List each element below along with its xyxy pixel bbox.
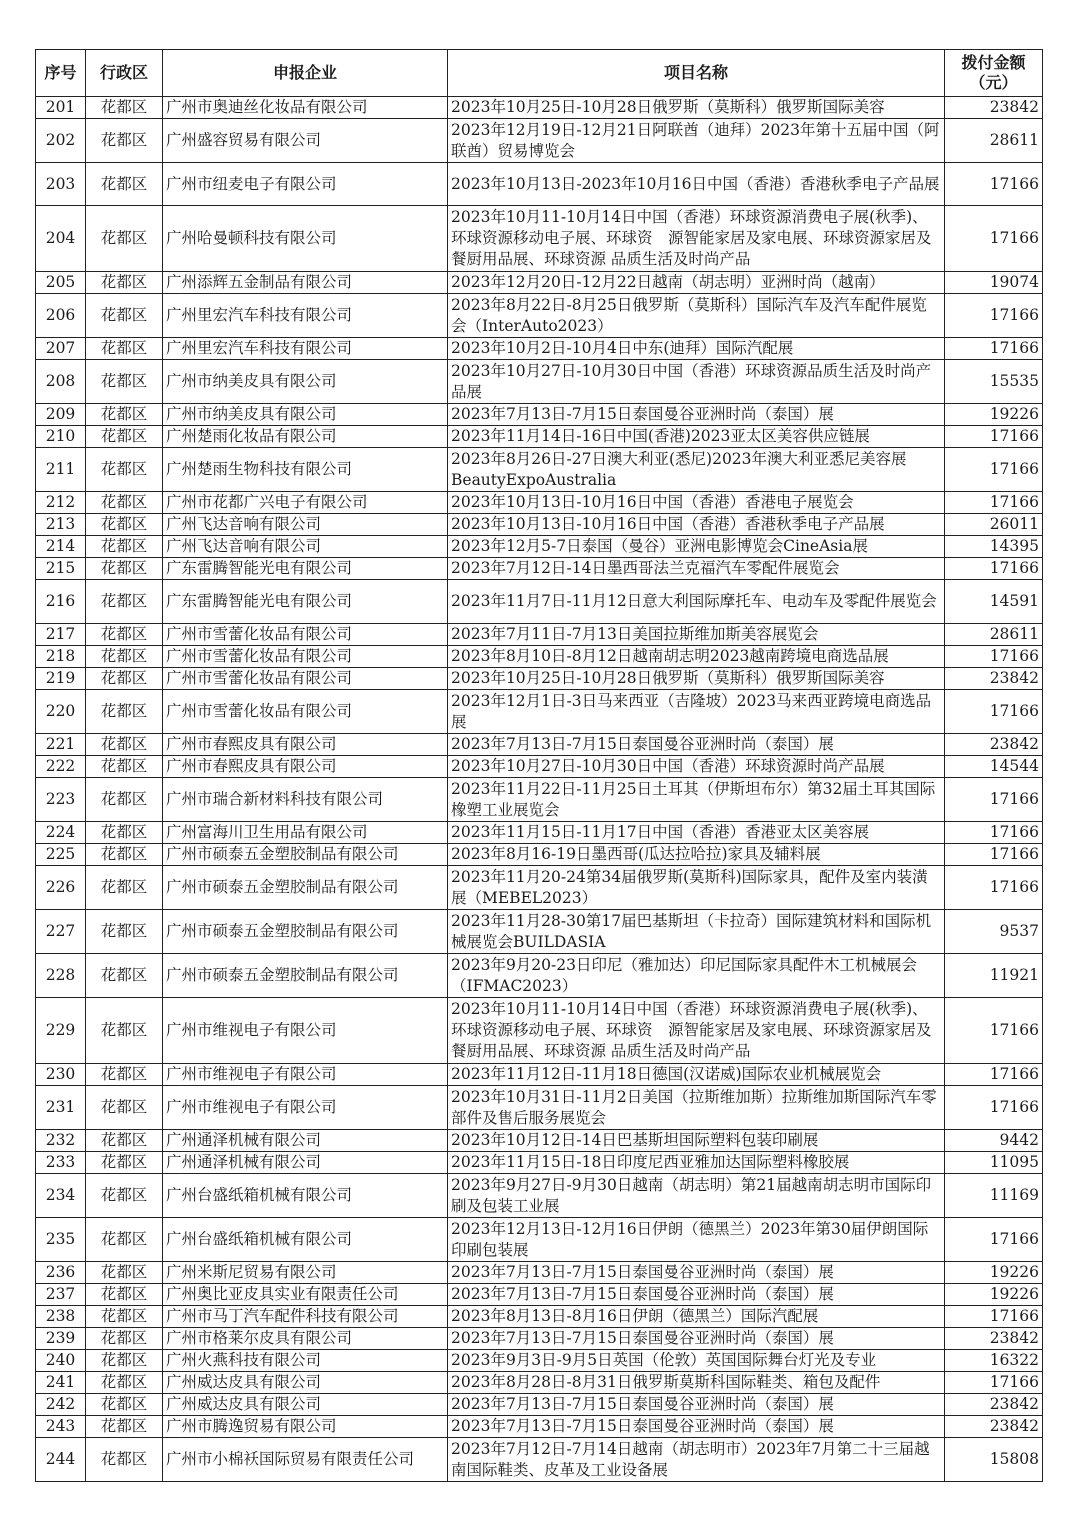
table-row (36, 206, 1043, 272)
row-amount-cell: 26011 (945, 514, 1043, 536)
row-amount-cell: 17166 (945, 426, 1043, 448)
row-no-cell: 223 (36, 778, 86, 822)
row-no-cell: 212 (36, 492, 86, 514)
table-row (36, 866, 1043, 910)
row-amount-cell: 17166 (945, 492, 1043, 514)
row-company-cell: 广州市硕泰五金塑胶制品有限公司 (163, 910, 448, 954)
row-district-cell: 花都区 (86, 536, 163, 558)
row-amount-cell: 19226 (945, 1262, 1043, 1284)
row-company-cell: 广州威达皮具有限公司 (163, 1372, 448, 1394)
row-no-cell: 215 (36, 558, 86, 580)
row-company-cell: 广州市纳美皮具有限公司 (163, 404, 448, 426)
row-district-cell: 花都区 (86, 448, 163, 492)
row-amount-cell: 17166 (945, 822, 1043, 844)
row-project-cell: 2023年10月25日-10月28日俄罗斯（莫斯科）俄罗斯国际美容 (448, 97, 945, 119)
row-project-cell: 2023年10月31日-11月2日美国（拉斯维加斯）拉斯维加斯国际汽车零部件及售后服务展览会 (448, 1086, 945, 1130)
row-company-cell: 广州米斯尼贸易有限公司 (163, 1262, 448, 1284)
row-no-cell: 220 (36, 690, 86, 734)
row-no-cell: 243 (36, 1416, 86, 1438)
table-row (36, 492, 1043, 514)
table-row (36, 97, 1043, 119)
row-amount-cell: 17166 (945, 163, 1043, 206)
row-project-cell: 2023年9月27日-9月30日越南（胡志明）第21届越南胡志明市国际印刷及包装工业展 (448, 1174, 945, 1218)
row-district-cell: 花都区 (86, 1064, 163, 1086)
row-no-cell: 222 (36, 756, 86, 778)
row-project-cell: 2023年7月13日-7月15日泰国曼谷亚洲时尚（泰国）展 (448, 734, 945, 756)
row-district-cell: 花都区 (86, 822, 163, 844)
row-district-cell: 花都区 (86, 426, 163, 448)
row-project-cell: 2023年10月12日-14日巴基斯坦国际塑料包装印刷展 (448, 1130, 945, 1152)
row-no-cell: 230 (36, 1064, 86, 1086)
row-amount-cell: 28611 (945, 624, 1043, 646)
row-district-cell: 花都区 (86, 1284, 163, 1306)
table-row (36, 1262, 1043, 1284)
row-district-cell: 花都区 (86, 778, 163, 822)
row-district-cell: 花都区 (86, 492, 163, 514)
table-row (36, 646, 1043, 668)
row-no-cell: 239 (36, 1328, 86, 1350)
row-district-cell: 花都区 (86, 1350, 163, 1372)
row-project-cell: 2023年11月15日-11月17日中国（香港）香港亚太区美容展 (448, 822, 945, 844)
row-company-cell: 广州市雪蕾化妆品有限公司 (163, 646, 448, 668)
row-district-cell: 花都区 (86, 844, 163, 866)
row-district-cell: 花都区 (86, 1262, 163, 1284)
row-amount-cell: 17166 (945, 844, 1043, 866)
row-no-cell: 216 (36, 580, 86, 624)
row-company-cell: 广州市瑞合新材料科技有限公司 (163, 778, 448, 822)
row-project-cell: 2023年8月16-19日墨西哥(瓜达拉哈拉)家具及辅料展 (448, 844, 945, 866)
row-district-cell: 花都区 (86, 404, 163, 426)
row-amount-cell: 17166 (945, 866, 1043, 910)
table-row (36, 624, 1043, 646)
row-project-cell: 2023年11月7日-11月12日意大利国际摩托车、电动车及零配件展览会 (448, 580, 945, 624)
table-row (36, 119, 1043, 163)
row-no-cell: 224 (36, 822, 86, 844)
table-row (36, 448, 1043, 492)
row-project-cell: 2023年10月11-10月14日中国（香港）环球资源消费电子展(秋季)、环球资源移动电子展、环球资 源智能家居及家电展、环球资源家居及餐厨用品展、环球资源 品质生活及时尚产品 (448, 206, 945, 272)
row-project-cell: 2023年10月2日-10月4日中东(迪拜）国际汽配展 (448, 338, 945, 360)
row-no-cell: 231 (36, 1086, 86, 1130)
row-company-cell: 广州盛容贸易有限公司 (163, 119, 448, 163)
row-project-cell: 2023年10月27日-10月30日中国（香港）环球资源品质生活及时尚产品展 (448, 360, 945, 404)
row-amount-cell: 14544 (945, 756, 1043, 778)
row-no-cell: 244 (36, 1438, 86, 1482)
row-amount-cell: 28611 (945, 119, 1043, 163)
row-company-cell: 广州市维视电子有限公司 (163, 998, 448, 1064)
row-district-cell: 花都区 (86, 206, 163, 272)
row-no-cell: 228 (36, 954, 86, 998)
row-district-cell: 花都区 (86, 97, 163, 119)
row-company-cell: 广州台盛纸箱机械有限公司 (163, 1218, 448, 1262)
row-company-cell: 广州哈曼顿科技有限公司 (163, 206, 448, 272)
row-company-cell: 广州市小棉袄国际贸易有限责任公司 (163, 1438, 448, 1482)
row-amount-cell: 17166 (945, 998, 1043, 1064)
row-amount-cell: 9537 (945, 910, 1043, 954)
row-district-cell: 花都区 (86, 1306, 163, 1328)
row-company-cell: 广州市春熙皮具有限公司 (163, 756, 448, 778)
row-district-cell: 花都区 (86, 558, 163, 580)
row-project-cell: 2023年10月25日-10月28日俄罗斯（莫斯科）俄罗斯国际美容 (448, 668, 945, 690)
row-no-cell: 205 (36, 272, 86, 294)
row-district-cell: 花都区 (86, 998, 163, 1064)
row-project-cell: 2023年12月13日-12月16日伊朗（德黑兰）2023年第30届伊朗国际印刷包装展 (448, 1218, 945, 1262)
row-amount-cell: 14591 (945, 580, 1043, 624)
row-company-cell: 广州火燕科技有限公司 (163, 1350, 448, 1372)
row-project-cell: 2023年7月11日-7月13日美国拉斯维加斯美容展览会 (448, 624, 945, 646)
table-row (36, 1130, 1043, 1152)
row-no-cell: 203 (36, 163, 86, 206)
row-company-cell: 广州市雪蕾化妆品有限公司 (163, 668, 448, 690)
row-project-cell: 2023年11月14日-16日中国(香港)2023亚太区美容供应链展 (448, 426, 945, 448)
row-amount-cell: 11921 (945, 954, 1043, 998)
row-amount-cell: 17166 (945, 1086, 1043, 1130)
row-no-cell: 221 (36, 734, 86, 756)
row-no-cell: 236 (36, 1262, 86, 1284)
row-project-cell: 2023年8月13日-8月16日伊朗（德黑兰）国际汽配展 (448, 1306, 945, 1328)
row-district-cell: 花都区 (86, 119, 163, 163)
row-district-cell: 花都区 (86, 1152, 163, 1174)
row-district-cell: 花都区 (86, 338, 163, 360)
row-district-cell: 花都区 (86, 1086, 163, 1130)
row-no-cell: 210 (36, 426, 86, 448)
row-amount-cell: 23842 (945, 1328, 1043, 1350)
table-row (36, 1152, 1043, 1174)
row-district-cell: 花都区 (86, 910, 163, 954)
row-district-cell: 花都区 (86, 1416, 163, 1438)
row-project-cell: 2023年8月26日-27日澳大利亚(悉尼)2023年澳大利亚悉尼美容展BeautyExpoAustralia (448, 448, 945, 492)
row-no-cell: 229 (36, 998, 86, 1064)
table-row (36, 778, 1043, 822)
row-district-cell: 花都区 (86, 1394, 163, 1416)
row-company-cell: 广州市花都广兴电子有限公司 (163, 492, 448, 514)
row-project-cell: 2023年9月3日-9月5日英国（伦敦）英国国际舞台灯光及专业 (448, 1350, 945, 1372)
row-amount-cell: 17166 (945, 206, 1043, 272)
row-company-cell: 广州市纽麦电子有限公司 (163, 163, 448, 206)
row-district-cell: 花都区 (86, 294, 163, 338)
row-company-cell: 广州富海川卫生用品有限公司 (163, 822, 448, 844)
row-district-cell: 花都区 (86, 646, 163, 668)
table-header (36, 50, 1043, 97)
header-company: 申报企业 (163, 50, 448, 97)
row-no-cell: 225 (36, 844, 86, 866)
header-amount (945, 50, 1043, 97)
row-project-cell: 2023年8月10日-8月12日越南胡志明2023越南跨境电商选品展 (448, 646, 945, 668)
row-no-cell: 227 (36, 910, 86, 954)
row-project-cell: 2023年8月28日-8月31日俄罗斯莫斯科国际鞋类、箱包及配件 (448, 1372, 945, 1394)
row-district-cell: 花都区 (86, 272, 163, 294)
table-row (36, 756, 1043, 778)
row-company-cell: 广州台盛纸箱机械有限公司 (163, 1174, 448, 1218)
row-no-cell: 226 (36, 866, 86, 910)
allocation-table (35, 49, 1043, 1482)
row-company-cell: 广州楚雨化妆品有限公司 (163, 426, 448, 448)
header-row (36, 50, 1043, 97)
row-amount-cell: 17166 (945, 1306, 1043, 1328)
row-project-cell: 2023年10月27日-10月30日中国（香港）环球资源时尚产品展 (448, 756, 945, 778)
row-no-cell: 209 (36, 404, 86, 426)
row-amount-cell: 11169 (945, 1174, 1043, 1218)
row-amount-cell: 16322 (945, 1350, 1043, 1372)
row-project-cell: 2023年12月1日-3日马来西亚（吉隆坡）2023马来西亚跨境电商选品展 (448, 690, 945, 734)
table-row (36, 1350, 1043, 1372)
row-no-cell: 208 (36, 360, 86, 404)
table-row (36, 1174, 1043, 1218)
table-row (36, 1064, 1043, 1086)
table-row (36, 272, 1043, 294)
row-district-cell: 花都区 (86, 1174, 163, 1218)
row-amount-cell: 15535 (945, 360, 1043, 404)
row-district-cell: 花都区 (86, 690, 163, 734)
row-project-cell: 2023年12月5-7日泰国（曼谷）亚洲电影博览会CineAsia展 (448, 536, 945, 558)
row-amount-cell: 17166 (945, 338, 1043, 360)
table-row (36, 1328, 1043, 1350)
row-project-cell: 2023年10月11-10月14日中国（香港）环球资源消费电子展(秋季)、环球资源移动电子展、环球资 源智能家居及家电展、环球资源家居及餐厨用品展、环球资源 品质生活及时尚产品 (448, 998, 945, 1064)
row-company-cell: 广州市硕泰五金塑胶制品有限公司 (163, 954, 448, 998)
table-row (36, 734, 1043, 756)
row-project-cell: 2023年10月13日-2023年10月16日中国（香港）香港秋季电子产品展 (448, 163, 945, 206)
row-company-cell: 广州市春熙皮具有限公司 (163, 734, 448, 756)
row-amount-cell: 11095 (945, 1152, 1043, 1174)
row-company-cell: 广州通泽机械有限公司 (163, 1130, 448, 1152)
table-row (36, 910, 1043, 954)
table-row (36, 294, 1043, 338)
row-no-cell: 202 (36, 119, 86, 163)
table-row (36, 338, 1043, 360)
row-amount-cell: 17166 (945, 448, 1043, 492)
row-no-cell: 207 (36, 338, 86, 360)
row-company-cell: 广州奥比亚皮具实业有限责任公司 (163, 1284, 448, 1306)
row-project-cell: 2023年7月13日-7月15日泰国曼谷亚洲时尚（泰国）展 (448, 1284, 945, 1306)
row-amount-cell: 17166 (945, 294, 1043, 338)
row-company-cell: 广州市腾逸贸易有限公司 (163, 1416, 448, 1438)
table-row (36, 1086, 1043, 1130)
table-row (36, 1438, 1043, 1482)
table-row (36, 1218, 1043, 1262)
header-amount-line2: （元） (969, 73, 1018, 92)
table-row (36, 163, 1043, 206)
table-row (36, 998, 1043, 1064)
row-no-cell: 217 (36, 624, 86, 646)
row-no-cell: 213 (36, 514, 86, 536)
row-project-cell: 2023年11月22日-11月25日土耳其（伊斯坦布尔）第32届土耳其国际橡塑工业展览会 (448, 778, 945, 822)
table-row (36, 580, 1043, 624)
row-company-cell: 广东雷腾智能光电有限公司 (163, 558, 448, 580)
table-row (36, 514, 1043, 536)
row-amount-cell: 23842 (945, 668, 1043, 690)
row-project-cell: 2023年12月19日-12月21日阿联酋（迪拜）2023年第十五届中国（阿联酋）贸易博览会 (448, 119, 945, 163)
table-row (36, 1372, 1043, 1394)
row-company-cell: 广州市维视电子有限公司 (163, 1086, 448, 1130)
header-project: 项目名称 (448, 50, 945, 97)
table-row (36, 536, 1043, 558)
row-district-cell: 花都区 (86, 1328, 163, 1350)
table-row (36, 404, 1043, 426)
table-row (36, 954, 1043, 998)
row-district-cell: 花都区 (86, 734, 163, 756)
row-project-cell: 2023年11月15日-18日印度尼西亚雅加达国际塑料橡胶展 (448, 1152, 945, 1174)
row-no-cell: 237 (36, 1284, 86, 1306)
row-project-cell: 2023年7月13日-7月15日泰国曼谷亚洲时尚（泰国）展 (448, 1416, 945, 1438)
row-company-cell: 广州市雪蕾化妆品有限公司 (163, 624, 448, 646)
row-district-cell: 花都区 (86, 866, 163, 910)
row-project-cell: 2023年7月13日-7月15日泰国曼谷亚洲时尚（泰国）展 (448, 404, 945, 426)
table-row (36, 1284, 1043, 1306)
table-row (36, 1416, 1043, 1438)
row-company-cell: 广州里宏汽车科技有限公司 (163, 338, 448, 360)
row-project-cell: 2023年12月20日-12月22日越南（胡志明）亚洲时尚（越南） (448, 272, 945, 294)
row-no-cell: 238 (36, 1306, 86, 1328)
row-no-cell: 219 (36, 668, 86, 690)
row-project-cell: 2023年7月13日-7月15日泰国曼谷亚洲时尚（泰国）展 (448, 1262, 945, 1284)
row-company-cell: 广州里宏汽车科技有限公司 (163, 294, 448, 338)
table-row (36, 1394, 1043, 1416)
row-project-cell: 2023年11月28-30第17届巴基斯坦（卡拉奇）国际建筑材料和国际机械展览会BUILDASIA (448, 910, 945, 954)
row-district-cell: 花都区 (86, 668, 163, 690)
row-amount-cell: 23842 (945, 734, 1043, 756)
row-company-cell: 广州市雪蕾化妆品有限公司 (163, 690, 448, 734)
row-company-cell: 广州飞达音响有限公司 (163, 536, 448, 558)
row-no-cell: 206 (36, 294, 86, 338)
header-district: 行政区 (86, 50, 163, 97)
row-company-cell: 广州飞达音响有限公司 (163, 514, 448, 536)
row-no-cell: 233 (36, 1152, 86, 1174)
row-district-cell: 花都区 (86, 360, 163, 404)
row-project-cell: 2023年10月13日-10月16日中国（香港）香港秋季电子产品展 (448, 514, 945, 536)
table-row (36, 668, 1043, 690)
row-amount-cell: 17166 (945, 778, 1043, 822)
row-amount-cell: 19226 (945, 404, 1043, 426)
row-district-cell: 花都区 (86, 1130, 163, 1152)
row-project-cell: 2023年7月13日-7月15日泰国曼谷亚洲时尚（泰国）展 (448, 1394, 945, 1416)
row-district-cell: 花都区 (86, 580, 163, 624)
table-row (36, 360, 1043, 404)
row-no-cell: 211 (36, 448, 86, 492)
row-company-cell: 广州市格莱尔皮具有限公司 (163, 1328, 448, 1350)
row-amount-cell: 17166 (945, 690, 1043, 734)
row-company-cell: 广州威达皮具有限公司 (163, 1394, 448, 1416)
row-company-cell: 广州市硕泰五金塑胶制品有限公司 (163, 866, 448, 910)
table-row (36, 426, 1043, 448)
row-no-cell: 240 (36, 1350, 86, 1372)
row-no-cell: 201 (36, 97, 86, 119)
table-row (36, 822, 1043, 844)
row-amount-cell: 19226 (945, 1284, 1043, 1306)
row-project-cell: 2023年9月20-23日印尼（雅加达）印尼国际家具配件木工机械展会（IFMAC2023） (448, 954, 945, 998)
row-amount-cell: 23842 (945, 1416, 1043, 1438)
row-company-cell: 广州市纳美皮具有限公司 (163, 360, 448, 404)
row-project-cell: 2023年10月13日-10月16日中国（香港）香港电子展览会 (448, 492, 945, 514)
row-no-cell: 214 (36, 536, 86, 558)
table-body (36, 97, 1043, 1482)
row-project-cell: 2023年11月20-24第34届俄罗斯(莫斯科)国际家具，配件及室内装潢展（MEBEL2023） (448, 866, 945, 910)
header-no: 序号 (36, 50, 86, 97)
row-amount-cell: 23842 (945, 97, 1043, 119)
row-company-cell: 广州添辉五金制品有限公司 (163, 272, 448, 294)
row-project-cell: 2023年11月12日-11月18日德国(汉诺威)国际农业机械展览会 (448, 1064, 945, 1086)
row-amount-cell: 14395 (945, 536, 1043, 558)
table-row (36, 558, 1043, 580)
table-row (36, 690, 1043, 734)
row-district-cell: 花都区 (86, 514, 163, 536)
row-company-cell: 广州市维视电子有限公司 (163, 1064, 448, 1086)
row-project-cell: 2023年7月12日-14日墨西哥法兰克福汽车零配件展览会 (448, 558, 945, 580)
row-amount-cell: 23842 (945, 1394, 1043, 1416)
row-district-cell: 花都区 (86, 1372, 163, 1394)
row-amount-cell: 17166 (945, 1218, 1043, 1262)
row-amount-cell: 15808 (945, 1438, 1043, 1482)
row-no-cell: 235 (36, 1218, 86, 1262)
row-project-cell: 2023年7月12日-7月14日越南（胡志明市）2023年7月第二十三届越南国际鞋类、皮革及工业设备展 (448, 1438, 945, 1482)
row-amount-cell: 17166 (945, 558, 1043, 580)
row-company-cell: 广东雷腾智能光电有限公司 (163, 580, 448, 624)
row-project-cell: 2023年7月13日-7月15日泰国曼谷亚洲时尚（泰国）展 (448, 1328, 945, 1350)
row-amount-cell: 19074 (945, 272, 1043, 294)
row-district-cell: 花都区 (86, 1438, 163, 1482)
row-district-cell: 花都区 (86, 624, 163, 646)
row-no-cell: 242 (36, 1394, 86, 1416)
row-district-cell: 花都区 (86, 1218, 163, 1262)
row-no-cell: 232 (36, 1130, 86, 1152)
row-no-cell: 204 (36, 206, 86, 272)
row-no-cell: 218 (36, 646, 86, 668)
row-company-cell: 广州通泽机械有限公司 (163, 1152, 448, 1174)
row-amount-cell: 9442 (945, 1130, 1043, 1152)
row-district-cell: 花都区 (86, 756, 163, 778)
row-project-cell: 2023年8月22日-8月25日俄罗斯（莫斯科）国际汽车及汽车配件展览会（InterAuto2023） (448, 294, 945, 338)
row-company-cell: 广州市奥迪丝化妆品有限公司 (163, 97, 448, 119)
row-company-cell: 广州市硕泰五金塑胶制品有限公司 (163, 844, 448, 866)
row-amount-cell: 17166 (945, 1372, 1043, 1394)
header-amount-line1: 拨付金额 (961, 53, 1026, 72)
row-no-cell: 234 (36, 1174, 86, 1218)
row-district-cell: 花都区 (86, 954, 163, 998)
row-amount-cell: 17166 (945, 646, 1043, 668)
table-row (36, 844, 1043, 866)
row-company-cell: 广州市马丁汽车配件科技有限公司 (163, 1306, 448, 1328)
row-no-cell: 241 (36, 1372, 86, 1394)
row-company-cell: 广州楚雨生物科技有限公司 (163, 448, 448, 492)
row-district-cell: 花都区 (86, 163, 163, 206)
table-row (36, 1306, 1043, 1328)
row-amount-cell: 17166 (945, 1064, 1043, 1086)
